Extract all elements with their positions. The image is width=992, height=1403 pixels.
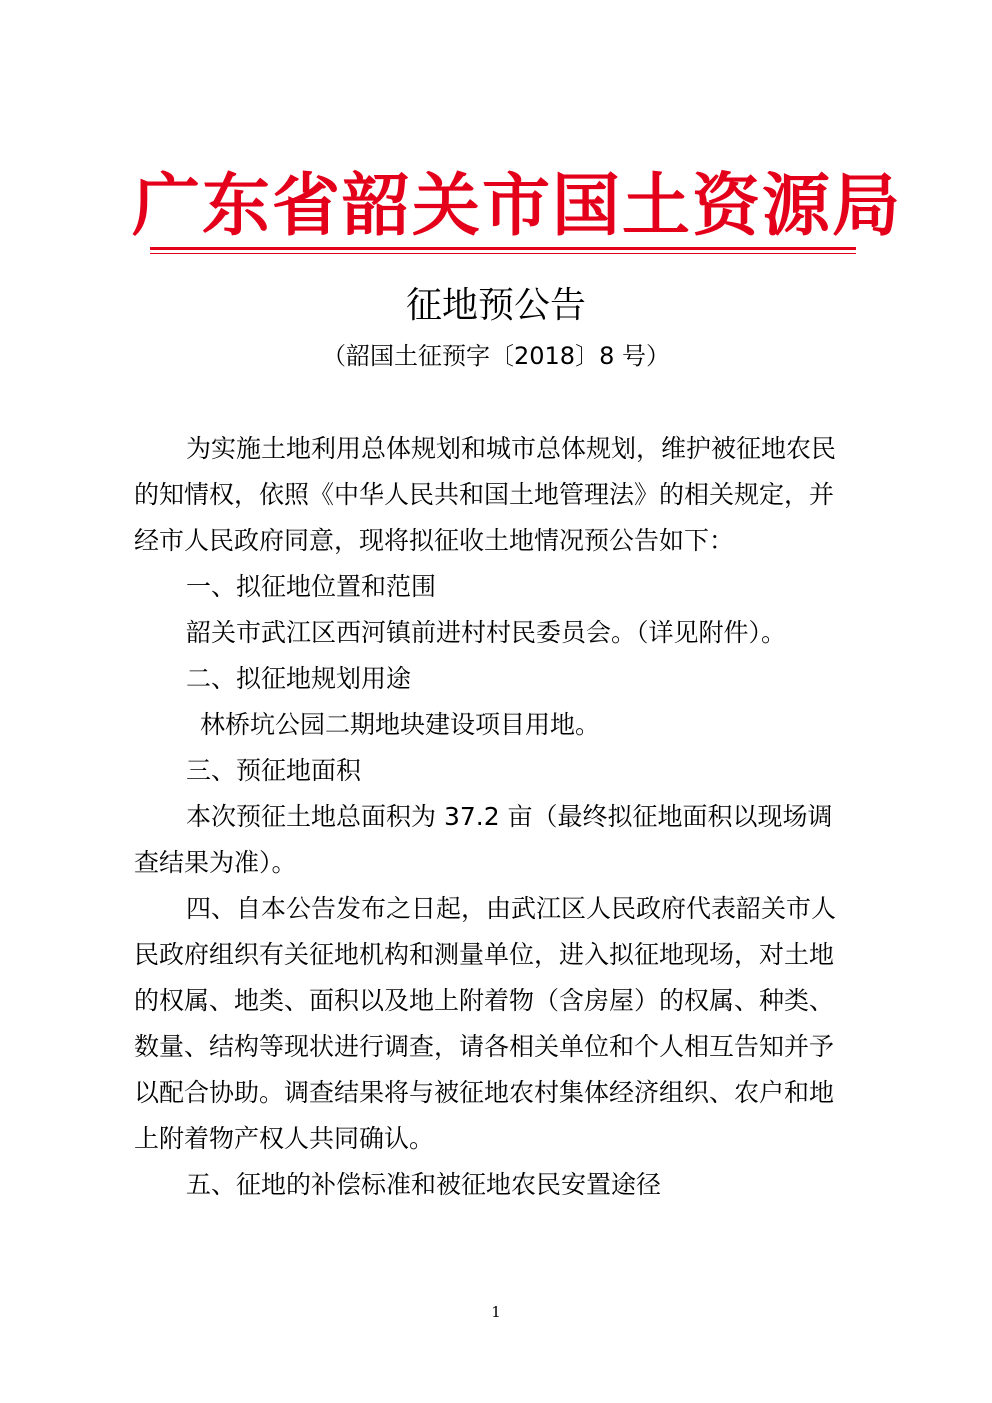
- section-heading-2: 二、拟征地规划用途: [186, 664, 412, 693]
- letterhead-red-rule-thin: [150, 253, 856, 254]
- section-heading-5: 五、征地的补偿标准和被征地农民安置途径: [186, 1170, 662, 1199]
- document-number: （韶国土征预字〔2018〕8 号）: [322, 342, 670, 370]
- body-line: 经市人民政府同意，现将拟征收土地情况预公告如下：: [134, 526, 735, 555]
- body-line: 查结果为准）。: [134, 848, 297, 877]
- body-line: 林桥坑公园二期地块建设项目用地。: [200, 710, 601, 739]
- body-line: 以配合协助。调查结果将与被征地农村集体经济组织、农户和地: [134, 1078, 835, 1107]
- document-body: [134, 426, 870, 1208]
- document-title: 征地预公告: [405, 285, 586, 326]
- page-number: 1: [491, 1303, 501, 1321]
- body-line: 韶关市武江区西河镇前进村村民委员会。（详见附件）。: [186, 618, 787, 647]
- body-line: 的权属、地类、面积以及地上附着物（含房屋）的权属、种类、: [134, 986, 835, 1015]
- body-line: 民政府组织有关征地机构和测量单位，进入拟征地现场，对土地: [134, 940, 835, 969]
- section-heading-4: 四、自本公告发布之日起，由武江区人民政府代表韶关市人: [186, 894, 837, 923]
- body-line: 上附着物产权人共同确认。: [134, 1124, 435, 1153]
- body-line: 本次预征土地总面积为 37.2 亩（最终拟征地面积以现场调: [186, 802, 833, 831]
- section-heading-1: 一、拟征地位置和范围: [186, 572, 437, 601]
- section-heading-3: 三、预征地面积: [186, 756, 362, 785]
- letterhead-red-rule-thick: [150, 247, 856, 250]
- letterhead-title: 广东省韶关市国土资源局: [132, 166, 903, 246]
- body-line: 数量、结构等现状进行调查，请各相关单位和个人相互告知并予: [134, 1032, 835, 1061]
- body-line: 的知情权，依照《中华人民共和国土地管理法》的相关规定，并: [134, 480, 835, 509]
- body-line: 为实施土地利用总体规划和城市总体规划，维护被征地农民: [186, 434, 837, 463]
